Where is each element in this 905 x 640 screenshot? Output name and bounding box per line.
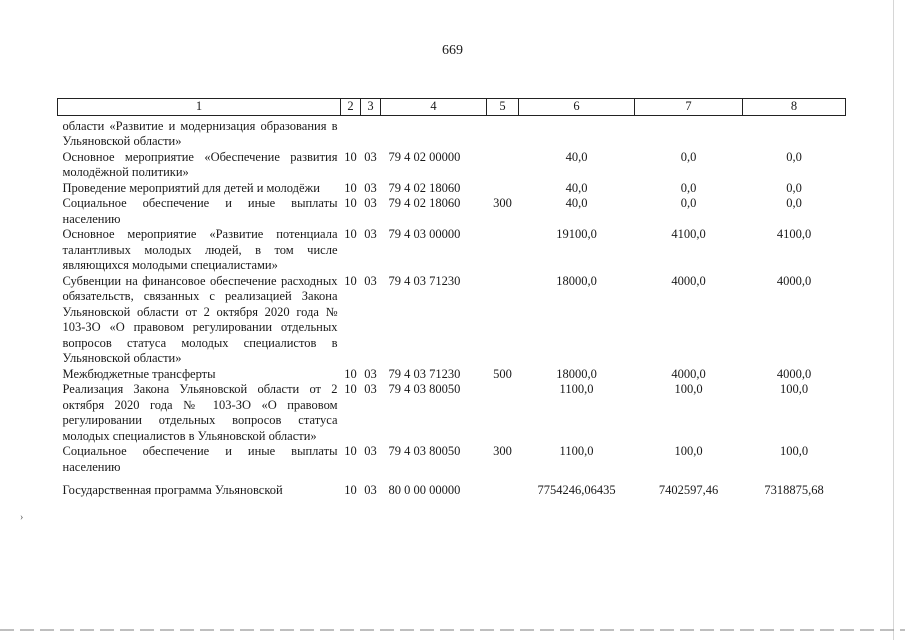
row-csr: 79 4 03 80050 — [388, 444, 461, 458]
table-row — [58, 181, 846, 197]
row-value-col7: 0,0 — [680, 180, 697, 195]
row-vr — [487, 274, 519, 367]
row-value-col6: 7754246,06435 — [537, 483, 616, 497]
row-value-col8: 4100,0 — [776, 227, 812, 241]
row-name: Социальное обеспечение и иные выплаты населению — [62, 444, 338, 474]
row-subsection: 03 — [364, 444, 377, 458]
row-value-col7: 4000,0 — [671, 273, 706, 288]
row-value-col7: 7402597,46 — [658, 483, 719, 497]
header-col-6: 6 — [519, 99, 635, 116]
row-value-col8: 4000,0 — [776, 273, 812, 288]
table-row — [58, 444, 846, 475]
row-section: 10 — [344, 196, 357, 210]
header-col-7: 7 — [635, 99, 743, 116]
header-col-8: 8 — [743, 99, 846, 116]
table-row — [58, 475, 846, 499]
header-col-1: 1 — [58, 99, 341, 116]
row-value-col7: 100,0 — [674, 382, 703, 396]
row-subsection: 03 — [364, 483, 377, 497]
row-csr: 79 4 02 18060 — [388, 180, 461, 195]
row-subsection — [361, 115, 381, 150]
row-vr: 300 — [493, 196, 512, 210]
row-value-col7: 100,0 — [674, 444, 703, 458]
row-section: 10 — [344, 366, 357, 381]
header-col-3: 3 — [361, 99, 381, 116]
row-csr: 79 4 03 71230 — [388, 366, 461, 381]
table-row — [58, 382, 846, 444]
row-name: Субвенции на финансовое обеспечение расходных обязательств, связанных с реализацией Закона Ульяновской области от 2 октября 2020 года № 103-ЗО «О правовом регулировании отдельных вопросов статуса молодых специалистов в Ульяновской области» — [62, 273, 338, 365]
row-vr — [487, 382, 519, 444]
row-value-col8: 0,0 — [786, 149, 802, 164]
row-name: Реализация Закона Ульяновской области от 2 октября 2020 года № 103-ЗО «О правовом регулировании отдельных вопросов статуса молодых специалистов в Ульяновской области» — [62, 382, 338, 443]
row-value-col7 — [635, 115, 743, 150]
row-value-col6: 40,0 — [565, 180, 588, 195]
row-csr: 79 4 02 00000 — [388, 149, 461, 164]
header-col-5: 5 — [487, 99, 519, 116]
table-row — [58, 227, 846, 274]
row-value-col8: 0,0 — [786, 196, 802, 210]
row-value-col8: 4000,0 — [776, 366, 812, 381]
row-csr — [381, 115, 487, 150]
table-row — [58, 196, 846, 227]
row-csr: 79 4 03 71230 — [388, 273, 461, 288]
row-name: Основное мероприятие «Развитие потенциала талантливых молодых людей, в том числе являющихся молодыми специалистами» — [62, 227, 338, 272]
row-value-col8: 7318875,68 — [764, 483, 824, 497]
row-value-col6: 1100,0 — [559, 444, 594, 458]
row-section — [341, 115, 361, 150]
row-name: Социальное обеспечение и иные выплаты населению — [62, 196, 338, 226]
row-section: 10 — [344, 382, 357, 396]
row-subsection: 03 — [364, 273, 377, 288]
budget-table — [57, 98, 846, 499]
row-section: 10 — [344, 180, 357, 195]
row-value-col7: 4100,0 — [671, 227, 706, 241]
row-name: Проведение мероприятий для детей и молодёжи — [62, 180, 320, 195]
row-subsection: 03 — [364, 180, 377, 195]
header-col-4: 4 — [381, 99, 487, 116]
page-edge-right — [893, 0, 894, 640]
row-value-col8: 100,0 — [779, 382, 809, 396]
header-col-2: 2 — [341, 99, 361, 116]
row-value-col6: 18000,0 — [556, 366, 597, 381]
row-vr — [487, 227, 519, 274]
row-vr — [487, 181, 519, 197]
row-value-col7: 0,0 — [680, 196, 697, 210]
row-name: Межбюджетные трансферты — [62, 366, 216, 381]
row-vr — [487, 475, 519, 499]
row-section: 10 — [344, 444, 357, 458]
row-section: 10 — [344, 227, 357, 241]
row-value-col6: 19100,0 — [556, 227, 597, 241]
row-section: 10 — [344, 149, 357, 164]
margin-speck: › — [20, 512, 24, 523]
row-section: 10 — [344, 483, 357, 497]
row-subsection: 03 — [364, 382, 377, 396]
row-vr: 500 — [493, 366, 512, 381]
table-row — [58, 274, 846, 367]
row-name: Государственная программа Ульяновской — [62, 483, 283, 497]
row-value-col6: 1100,0 — [559, 382, 594, 396]
row-subsection: 03 — [364, 227, 377, 241]
row-vr: 300 — [493, 444, 512, 458]
row-value-col7: 0,0 — [680, 149, 697, 164]
row-value-col6: 18000,0 — [556, 273, 597, 288]
row-csr: 79 4 03 80050 — [388, 382, 461, 396]
row-value-col7: 4000,0 — [671, 366, 706, 381]
row-value-col6 — [519, 115, 635, 150]
table-row — [58, 115, 846, 150]
page-edge-bottom — [0, 629, 905, 631]
row-name: Основное мероприятие «Обеспечение развития молодёжной политики» — [62, 149, 338, 179]
row-csr: 79 4 03 00000 — [388, 227, 461, 241]
page-number: 669 — [442, 43, 463, 58]
row-value-col8 — [743, 115, 846, 150]
row-vr — [487, 115, 519, 150]
row-value-col8: 100,0 — [779, 444, 809, 458]
table-row — [58, 367, 846, 383]
table-header-row — [58, 99, 846, 116]
row-csr: 79 4 02 18060 — [388, 196, 461, 210]
row-value-col8: 0,0 — [786, 180, 802, 195]
row-subsection: 03 — [364, 149, 377, 164]
row-value-col6: 40,0 — [565, 196, 588, 210]
row-vr — [487, 150, 519, 181]
row-csr: 80 0 00 00000 — [388, 483, 461, 497]
row-subsection: 03 — [364, 196, 377, 210]
row-section: 10 — [344, 273, 357, 288]
row-subsection: 03 — [364, 366, 377, 381]
row-value-col6: 40,0 — [565, 149, 588, 164]
table-row — [58, 150, 846, 181]
row-name: области «Развитие и модернизация образования в Ульяновской области» — [62, 118, 338, 148]
